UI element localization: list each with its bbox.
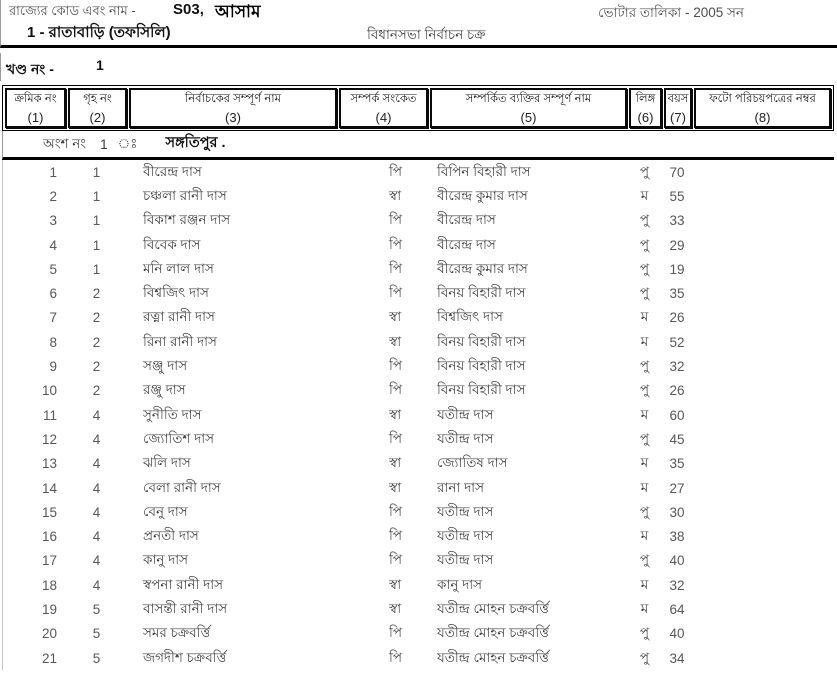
gender-cell: পু: [639, 503, 650, 519]
table-row: [3, 549, 834, 573]
relative-name-cell: যতীন্দ্র দাস: [437, 406, 494, 422]
relative-name-cell: যতীন্দ্র মোহন চক্রবর্ত্তি: [437, 625, 549, 641]
house-number-cell: 4: [92, 480, 101, 496]
elector-name-cell: বিকাশ রঞ্জন দাস: [143, 212, 231, 228]
elector-name-cell: বাসন্তী রানী দাস: [143, 600, 228, 616]
gender-cell: পু: [639, 163, 650, 179]
relation-code-cell: পি: [389, 260, 403, 276]
elector-name-cell: জ্যোতিশ দাস: [143, 430, 215, 446]
elector-name-cell: বেলা রানী দাস: [143, 479, 221, 495]
house-number-cell: 4: [92, 456, 101, 472]
table-row: [3, 209, 834, 233]
relative-name-cell: বিনয় বিহারী দাস: [437, 285, 526, 301]
gender-cell: পু: [639, 382, 650, 398]
elector-name-cell: বিবেক দাস: [143, 236, 201, 252]
col-header-house: [68, 88, 127, 128]
col-header-age: [664, 88, 692, 128]
relation-code-cell: পি: [389, 503, 403, 519]
gender-cell: ম: [640, 333, 649, 349]
gender-cell: পু: [639, 260, 650, 276]
age-cell: 30: [669, 504, 685, 520]
age-cell: 52: [669, 334, 685, 350]
relation-code-cell: পি: [389, 236, 403, 252]
house-number-cell: 2: [92, 334, 101, 350]
house-number-cell: 2: [92, 383, 101, 399]
house-number-cell: 1: [92, 213, 101, 229]
table-row: [3, 427, 834, 451]
relation-code-cell: পি: [389, 552, 403, 568]
col-header-relative-name: [430, 88, 627, 128]
section-label: অংশ নং: [43, 135, 87, 151]
elector-name-cell: সুনীতি দাস: [143, 406, 202, 422]
col-header-gender: [629, 88, 662, 128]
age-cell: 70: [669, 164, 685, 180]
table-row: [3, 622, 834, 646]
table-row: [3, 476, 834, 500]
serial-cell: 18: [41, 577, 57, 593]
gender-cell: ম: [640, 576, 649, 592]
serial-cell: 12: [41, 431, 57, 447]
col-header-label: লিঙ্গ: [635, 93, 656, 105]
col-header-label: নির্বাচকের সম্পূর্ণ নাম: [185, 93, 281, 105]
relation-code-cell: পি: [389, 625, 403, 641]
gender-cell: পু: [639, 358, 650, 374]
relative-name-cell: জ্যোতিষ দাস: [437, 455, 508, 471]
relation-code-cell: পি: [389, 358, 403, 374]
relative-name-cell: বীরেন্দ্র কুমার দাস: [437, 187, 528, 203]
relation-code-cell: পি: [389, 430, 403, 446]
house-number-cell: 5: [92, 650, 101, 666]
table-header-row: [2, 85, 834, 131]
col-header-number: (8): [754, 110, 771, 125]
col-header-number: (2): [89, 110, 106, 125]
part-number-line: [0, 53, 837, 81]
elector-name-cell: চঞ্চলা রানী দাস: [143, 187, 227, 203]
serial-cell: 1: [49, 164, 57, 180]
relative-name-cell: রানা দাস: [437, 479, 484, 495]
age-cell: 40: [669, 553, 685, 569]
roll-title: ভোটার তালিকা - 2005 সন: [598, 5, 744, 20]
table-row: [3, 524, 834, 548]
table-row: [3, 306, 834, 330]
table-row: [3, 330, 834, 354]
relative-name-cell: যতীন্দ্র দাস: [437, 503, 494, 519]
table-row: [3, 354, 834, 378]
relation-code-cell: পি: [389, 163, 403, 179]
elector-name-cell: প্রনতী দাস: [143, 528, 199, 544]
relative-name-cell: বিনয় বিহারী দাস: [437, 333, 526, 349]
serial-cell: 2: [49, 188, 57, 204]
relative-name-cell: যতীন্দ্র মোহন চক্রবর্ত্তি: [437, 600, 549, 616]
gender-cell: ম: [640, 600, 649, 616]
table-row: [3, 646, 834, 670]
col-header-number: (4): [375, 110, 392, 125]
serial-cell: 17: [41, 553, 57, 569]
gender-cell: পু: [639, 625, 650, 641]
serial-cell: 14: [41, 480, 57, 496]
age-cell: 38: [669, 529, 685, 545]
relation-code-cell: স্বা: [389, 576, 402, 592]
age-cell: 34: [669, 650, 685, 666]
voter-table: [2, 85, 834, 670]
gender-cell: ম: [640, 406, 649, 422]
relation-code-cell: স্বা: [389, 309, 402, 325]
relation-code-cell: স্বা: [389, 479, 402, 495]
relative-name-cell: বীরেন্দ্র দাস: [437, 236, 496, 252]
elector-name-cell: স্বপনা রানী দাস: [143, 576, 224, 592]
constituency-name: 1 - রাতাবাড়ি (তফসিলি): [27, 24, 171, 41]
table-row: [3, 257, 834, 281]
serial-cell: 9: [49, 359, 57, 375]
relation-code-cell: স্বা: [389, 406, 402, 422]
assembly-label: বিধানসভা নির্বাচন চক্র: [367, 27, 486, 42]
elector-name-cell: মনি লাল দাস: [143, 260, 214, 276]
relation-code-cell: পি: [389, 382, 403, 398]
elector-name-cell: সমর চক্রবর্ত্তি: [143, 625, 211, 641]
serial-cell: 19: [41, 601, 57, 617]
col-header-label: ফটো পরিচয়পত্রের নম্বর: [709, 93, 816, 105]
relative-name-cell: বিপিন বিহারী দাস: [437, 163, 531, 179]
relative-name-cell: বীরেন্দ্র দাস: [437, 212, 496, 228]
gender-cell: ম: [640, 455, 649, 471]
table-row: [3, 573, 834, 597]
elector-name-cell: জগদীশ চক্রবর্ত্তি: [143, 649, 227, 665]
gender-cell: পু: [639, 649, 650, 665]
table-row: [3, 452, 834, 476]
gender-cell: পু: [639, 285, 650, 301]
section-number: 1: [100, 136, 108, 152]
age-cell: 26: [669, 310, 685, 326]
house-number-cell: 1: [92, 237, 101, 253]
relation-code-cell: পি: [389, 212, 403, 228]
relative-name-cell: কানু দাস: [437, 576, 483, 592]
relation-code-cell: স্বা: [389, 187, 402, 203]
serial-cell: 15: [41, 504, 57, 520]
age-cell: 45: [669, 431, 685, 447]
house-number-cell: 4: [92, 431, 101, 447]
page-header: [0, 0, 837, 48]
section-band: [2, 131, 834, 160]
house-number-cell: 1: [92, 188, 101, 204]
relative-name-cell: যতীন্দ্র মোহন চক্রবর্ত্তি: [437, 649, 549, 665]
house-number-cell: 2: [92, 359, 101, 375]
age-cell: 27: [669, 480, 685, 496]
section-name: সঙ্গতিপুর .: [165, 135, 226, 151]
voter-rows: [2, 160, 834, 670]
relative-name-cell: বিনয় বিহারী দাস: [437, 358, 526, 374]
relative-name-cell: যতীন্দ্র দাস: [437, 552, 494, 568]
serial-cell: 8: [49, 334, 57, 350]
col-header-label: বয়স: [667, 93, 689, 105]
age-cell: 32: [669, 577, 685, 593]
relation-code-cell: পি: [389, 649, 403, 665]
elector-name-cell: ঝলি দাস: [143, 455, 191, 471]
relation-code-cell: পি: [389, 285, 403, 301]
serial-cell: 6: [49, 286, 57, 302]
relation-code-cell: স্বা: [389, 455, 402, 471]
table-row: [3, 597, 834, 621]
house-number-cell: 4: [92, 407, 101, 423]
house-number-cell: 4: [92, 577, 101, 593]
gender-cell: পু: [639, 430, 650, 446]
state-code-value: S03,: [173, 1, 204, 18]
serial-cell: 3: [49, 213, 57, 229]
elector-name-cell: রঞ্জু দাস: [143, 382, 186, 398]
house-number-cell: 4: [92, 529, 101, 545]
relative-name-cell: বিনয় বিহারী দাস: [437, 382, 526, 398]
col-header-label: সম্পর্ক সংকেত: [350, 93, 417, 105]
house-number-cell: 2: [92, 310, 101, 326]
col-header-elector-name: [129, 88, 337, 128]
age-cell: 60: [669, 407, 685, 423]
age-cell: 64: [669, 601, 685, 617]
col-header-number: (6): [637, 110, 654, 125]
serial-cell: 13: [41, 456, 57, 472]
house-number-cell: 4: [92, 553, 101, 569]
serial-cell: 16: [41, 529, 57, 545]
age-cell: 19: [669, 261, 685, 277]
elector-name-cell: বেনু দাস: [143, 503, 188, 519]
gender-cell: ম: [640, 479, 649, 495]
gender-cell: পু: [639, 552, 650, 568]
house-number-cell: 5: [92, 601, 101, 617]
gender-cell: পু: [639, 236, 650, 252]
col-header-number: (7): [670, 110, 686, 125]
table-row: [3, 160, 834, 184]
serial-cell: 21: [41, 650, 57, 666]
table-row: [3, 403, 834, 427]
col-header-label: সম্পর্কিত ব্যক্তির সম্পূর্ণ নাম: [465, 93, 592, 105]
age-cell: 40: [669, 626, 685, 642]
gender-cell: ম: [640, 309, 649, 325]
house-number-cell: 4: [92, 504, 101, 520]
section-colon: ঃ: [117, 135, 138, 151]
serial-cell: 4: [49, 237, 57, 253]
relation-code-cell: পি: [389, 528, 403, 544]
table-row: [3, 233, 834, 257]
elector-name-cell: বীরেন্দ্র দাস: [143, 163, 202, 179]
table-row: [3, 379, 834, 403]
age-cell: 29: [669, 237, 685, 253]
house-number-cell: 2: [92, 286, 101, 302]
house-number-cell: 1: [92, 261, 101, 277]
serial-cell: 11: [42, 407, 57, 423]
elector-name-cell: সঞ্জু দাস: [143, 358, 188, 374]
table-row: [3, 500, 834, 524]
elector-name-cell: কানু দাস: [143, 552, 189, 568]
col-header-number: (3): [225, 110, 241, 125]
age-cell: 55: [669, 188, 685, 204]
col-header-serial: [5, 88, 66, 128]
table-row: [3, 281, 834, 305]
part-number-label: খণ্ড নং -: [6, 61, 54, 77]
table-row: [3, 184, 834, 208]
house-number-cell: 1: [92, 164, 101, 180]
serial-cell: 7: [49, 310, 57, 326]
relative-name-cell: যতীন্দ্র দাস: [437, 430, 494, 446]
house-number-cell: 5: [92, 626, 101, 642]
state-code-label: রাজ্যের কোড এবং নাম -: [9, 3, 136, 18]
relation-code-cell: স্বা: [389, 600, 402, 616]
col-header-photo-id: [694, 88, 831, 128]
gender-cell: ম: [640, 528, 649, 544]
age-cell: 35: [669, 456, 685, 472]
col-header-number: (5): [520, 110, 537, 125]
relative-name-cell: যতীন্দ্র দাস: [437, 528, 494, 544]
gender-cell: ম: [640, 187, 649, 203]
age-cell: 33: [669, 213, 685, 229]
col-header-relation-code: [339, 88, 428, 128]
relative-name-cell: বিশ্বজিৎ দাস: [437, 309, 503, 325]
gender-cell: পু: [639, 212, 650, 228]
serial-cell: 20: [41, 626, 57, 642]
state-name: আসাম: [215, 2, 261, 21]
age-cell: 26: [669, 383, 685, 399]
relative-name-cell: বীরেন্দ্র কুমার দাস: [437, 260, 528, 276]
serial-cell: 5: [49, 261, 57, 277]
col-header-number: (1): [27, 110, 44, 125]
col-header-label: ক্রমিক নং: [14, 93, 57, 105]
elector-name-cell: রিনা রানী দাস: [143, 333, 217, 349]
age-cell: 32: [669, 359, 685, 375]
serial-cell: 10: [41, 383, 57, 399]
relation-code-cell: স্বা: [389, 333, 402, 349]
elector-name-cell: বিশ্বজিৎ দাস: [143, 285, 209, 301]
elector-name-cell: রত্না রানী দাস: [143, 309, 215, 325]
col-header-label: গৃহ নং: [83, 93, 112, 105]
age-cell: 35: [669, 286, 685, 302]
part-number-value: 1: [96, 57, 104, 73]
